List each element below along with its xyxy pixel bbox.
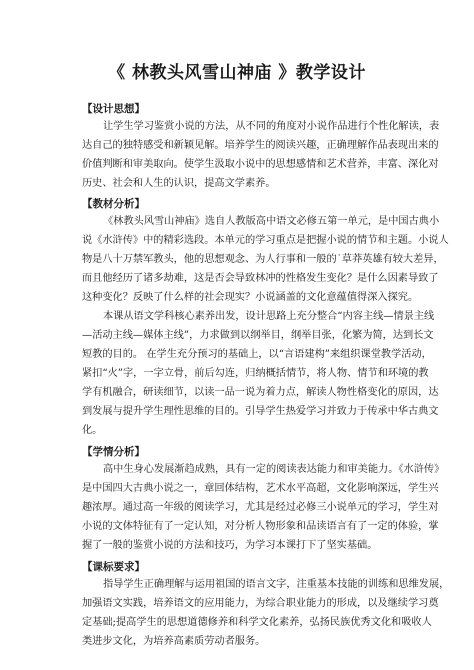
paragraph-line: 高中生身心发展渐趋成熟，具有一定的阅读表达能力和审美能力。《水浒传》 bbox=[103, 464, 445, 475]
paragraph-line: 价值判断和审美取向。使学生汲取小说中的思想感情和艺术营养，丰富、深化对 bbox=[82, 159, 439, 170]
paragraph-line: 紧扣“火”字，一字立骨，前后勾连，归纳概括情节，将人物、情节和环境的教 bbox=[82, 368, 429, 379]
paragraph-line: 让学生学习鉴赏小说的方法，从不同的角度对小说作品进行个性化解读，表 bbox=[103, 121, 440, 132]
paragraph-line: 本课从语文学科核心素养出发，设计思路上充分整合“内容主线—情景主线 bbox=[103, 311, 435, 322]
paragraph-line: 说《水浒传》中的精彩选段。本单元的学习重点是把握小说的情节和主题。小说人 bbox=[82, 235, 449, 246]
paragraph-line: 这种变化？反映了什么样的社会现实？小说涵盖的文化意蕴值得深入探究。 bbox=[82, 292, 419, 303]
paragraph-line: 类进步文化，为培养高素质劳动者服务。 bbox=[82, 636, 266, 647]
paragraph-line: 指导学生正确理解与运用祖国的语言文字，注重基本技能的训练和思维发展， bbox=[103, 579, 450, 590]
paragraph-line: 趣浓厚。通过高一年级的阅读学习，尤其是经过必修三小说单元的学习，学生对 bbox=[82, 502, 439, 513]
paragraph-line: 小说的文体特征有了一定认知，对分析人物形象和品读语言有了一定的体验，掌 bbox=[82, 521, 439, 532]
paragraph-line: 加强语文实践，培养语文的应用能力，为综合职业能力的形成，以及继续学习奠 bbox=[82, 598, 439, 609]
paragraph-line: 达自己的独特感受和新颖见解。培养学生的阅读兴趣，正确理解作品表现出来的 bbox=[82, 140, 439, 151]
paragraph-line: 学有机融合，研读细节，以读一品一说为着力点，解读人物性格变化的原因，达 bbox=[82, 387, 439, 398]
paragraph-line: 物是八十万禁军教头，他的思想观念、为人行事和一般的˙草莽英雄有较大差异， bbox=[82, 254, 444, 265]
section-heading-learner-analysis: 【学情分析】 bbox=[82, 446, 145, 458]
paragraph-line: 握了一般的鉴赏小说的方法和技巧，为学习本课打下了坚实基础。 bbox=[82, 540, 378, 551]
section-heading-design-idea: 【设计思想】 bbox=[82, 103, 145, 115]
paragraph-line: 历史、社会和人生的认识，提高文学素养。 bbox=[82, 178, 276, 189]
paragraph-line: 到发展与提升学生理性思维的目的。引导学生热爱学习并致力于传承中华古典文 bbox=[82, 406, 439, 417]
section-heading-curriculum-requirements: 【课标要求】 bbox=[82, 561, 145, 573]
section-heading-textbook-analysis: 【教材分析】 bbox=[82, 198, 145, 210]
paragraph-line: 短教的目的。 在学生充分预习的基础上，以“言语建构”来组织课堂教学活动， bbox=[82, 349, 432, 360]
paragraph-line: 而且他经历了诸多劫难，这是否会导致林冲的性格发生变化？是什么因素导致了 bbox=[82, 273, 439, 284]
paragraph-line: 定基础;提高学生的思想道德修养和科学文化素养，弘扬民族优秀文化和吸收人 bbox=[82, 617, 432, 628]
document-title: 《 林教头风雪山神庙 》教学设计 bbox=[108, 63, 366, 83]
paragraph-line: 是中国四大古典小说之一，章回体结构，艺术水平高超，文化影响深远，学生兴 bbox=[82, 483, 439, 494]
paragraph-line: 化。 bbox=[82, 425, 103, 436]
paragraph-line: 《林教头风雪山神庙》选自人教版高中语文必修五第一单元，是中国古典小 bbox=[103, 216, 440, 227]
paragraph-line: —活动主线—媒体主线”，力求做到以纲举目，纲举目张，化繁为简，达到长文 bbox=[82, 330, 434, 341]
